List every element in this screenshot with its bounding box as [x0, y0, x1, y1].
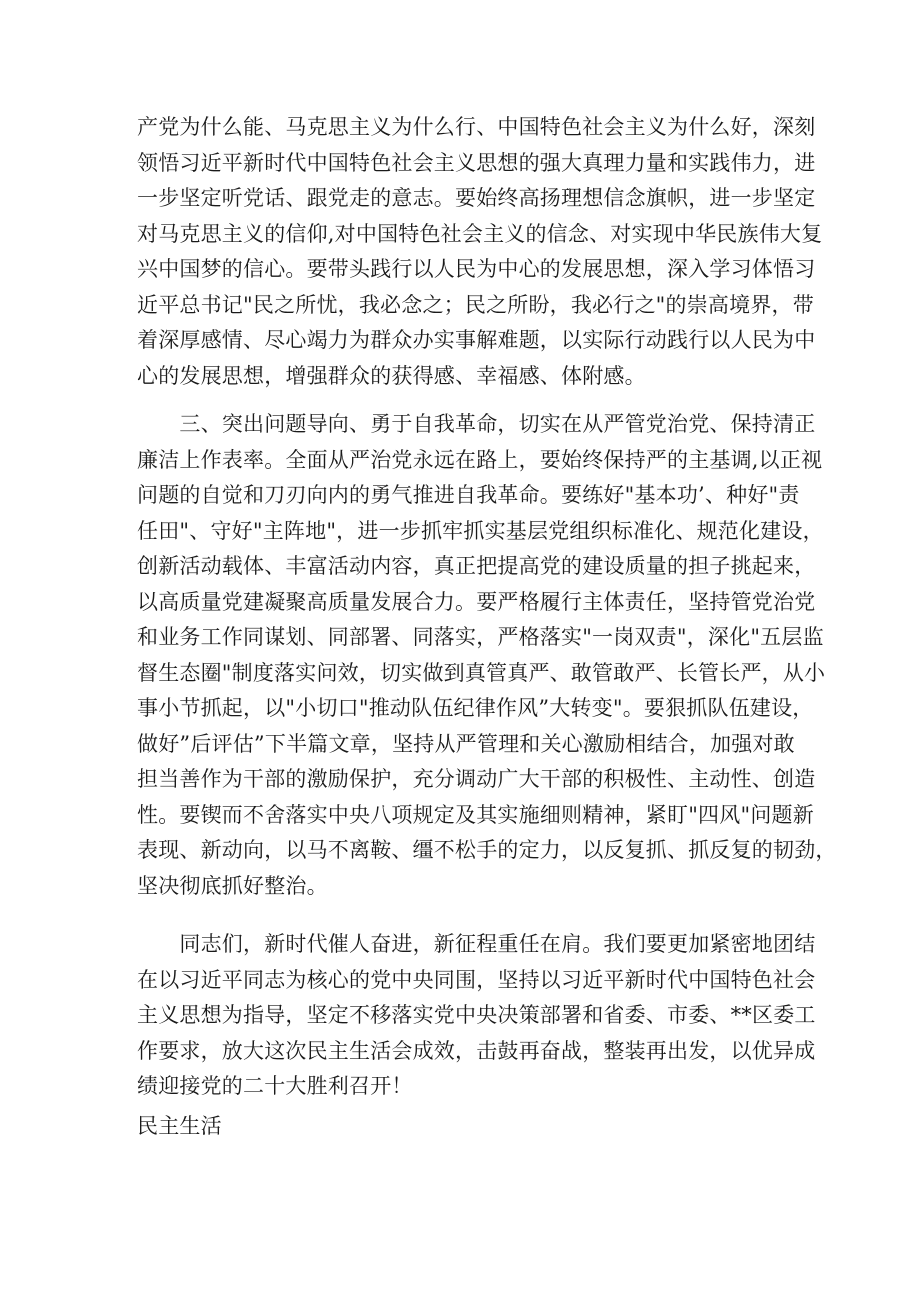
text-line: 坚决彻底抓好整治。: [137, 873, 328, 898]
text-line: 廉洁上作表率。全面从严治党永远在路上，要始终保持严的主基调,以正视: [137, 447, 823, 472]
text-line: 主义思想为指导，坚定不移落实党中央决策部署和省委、市委、**区委工: [137, 1003, 816, 1027]
text-line: 担当善作为干部的激励保护，充分调动广大干部的积极性、主动性、创造: [137, 767, 816, 791]
text-line: 性。要锲而不舍落实中央八项规定及其实施细则精神，紧盯"四风"问题新: [137, 802, 814, 827]
text-line: 问题的自觉和刀刃向内的勇气推进自我革命。要练好"基本功’、种好"责: [137, 483, 800, 507]
text-line: 领悟习近平新时代中国特色社会主义思想的强大真理力量和实践伟力，进: [137, 150, 816, 175]
paragraph-3-closing: [137, 927, 816, 1105]
text-line: 对马克思主义的信仰,对中国特色社会主义的信念、对实现中华民族伟大复: [137, 221, 823, 246]
text-line: 事小节抓起，以"小切口"推动队伍纪律作风”大转变"。要狠抓队伍建设，: [137, 696, 814, 720]
text-line: 表现、新动向，以马不离鞍、缰不松手的定力，以反复抓、抓反复的韧劲，: [137, 838, 837, 862]
text-line: 兴中国梦的信心。要带头践行以人民为中心的发展思想，深入学习体悟习: [137, 257, 816, 281]
footer-label-text: 民主生活: [137, 1114, 222, 1138]
text-line: 一步坚定听党话、跟党走的意志。要始终高扬理想信念旗帜，进一步坚定: [137, 186, 816, 210]
text-line: 在以习近平同志为核心的党中央同围，坚持以习近平新时代中国特色社会: [137, 967, 816, 992]
paragraph-2-section-three: [137, 407, 837, 904]
text-line: 创新活动载体、丰富活动内容，真正把提高党的建设质量的担子挑起来，: [137, 554, 816, 578]
text-line: 产党为什么能、马克思主义为什么行、中国特色社会主义为什么好，深刻: [137, 115, 816, 139]
text-line: 近平总书记"民之所忧，我必念之；民之所盼，我必行之"的崇高境界，带: [137, 292, 814, 317]
text-line: 督生态圈"制度落实问效，切实做到真管真严、敢管敢严、长管长严，从小: [137, 660, 826, 685]
text-line: 任田"、守好"主阵地"，进一步抓牢抓实基层党组织标准化、规范化建设，: [137, 518, 824, 543]
text-line: 三、突出问题导向、勇于自我革命，切实在从严管党治党、保持清正: [137, 412, 816, 436]
footer-label: [137, 1109, 797, 1145]
text-line: 着深厚感情、尽心竭力为群众办实事解难题，以实际行动践行以人民为中: [137, 328, 816, 352]
text-line: 作要求，放大这次民主生活会成效，击鼓再奋战，整装再出发，以优异成: [137, 1038, 816, 1063]
text-line: 以高质量党建凝聚高质量发展合力。要严格履行主体责任，坚持管党治党: [137, 589, 816, 614]
paragraph-1: [137, 110, 823, 394]
text-line: 做好”后评估”下半篇文章，坚持从严管理和关心激励相结合，加强对敢: [137, 731, 795, 756]
text-line: 绩迎接党的二十大胜利召开！: [137, 1074, 413, 1098]
text-line: 心的发展思想，增强群众的获得感、幸福感、体附感。: [137, 363, 646, 388]
text-line: 同志们，新时代催人奋进，新征程重任在肩。我们要更加紧密地团结: [137, 932, 816, 956]
text-line: 和业务工作同谋划、同部署、同落实，严格落实"一岗双责"，深化"五层监: [137, 625, 824, 649]
